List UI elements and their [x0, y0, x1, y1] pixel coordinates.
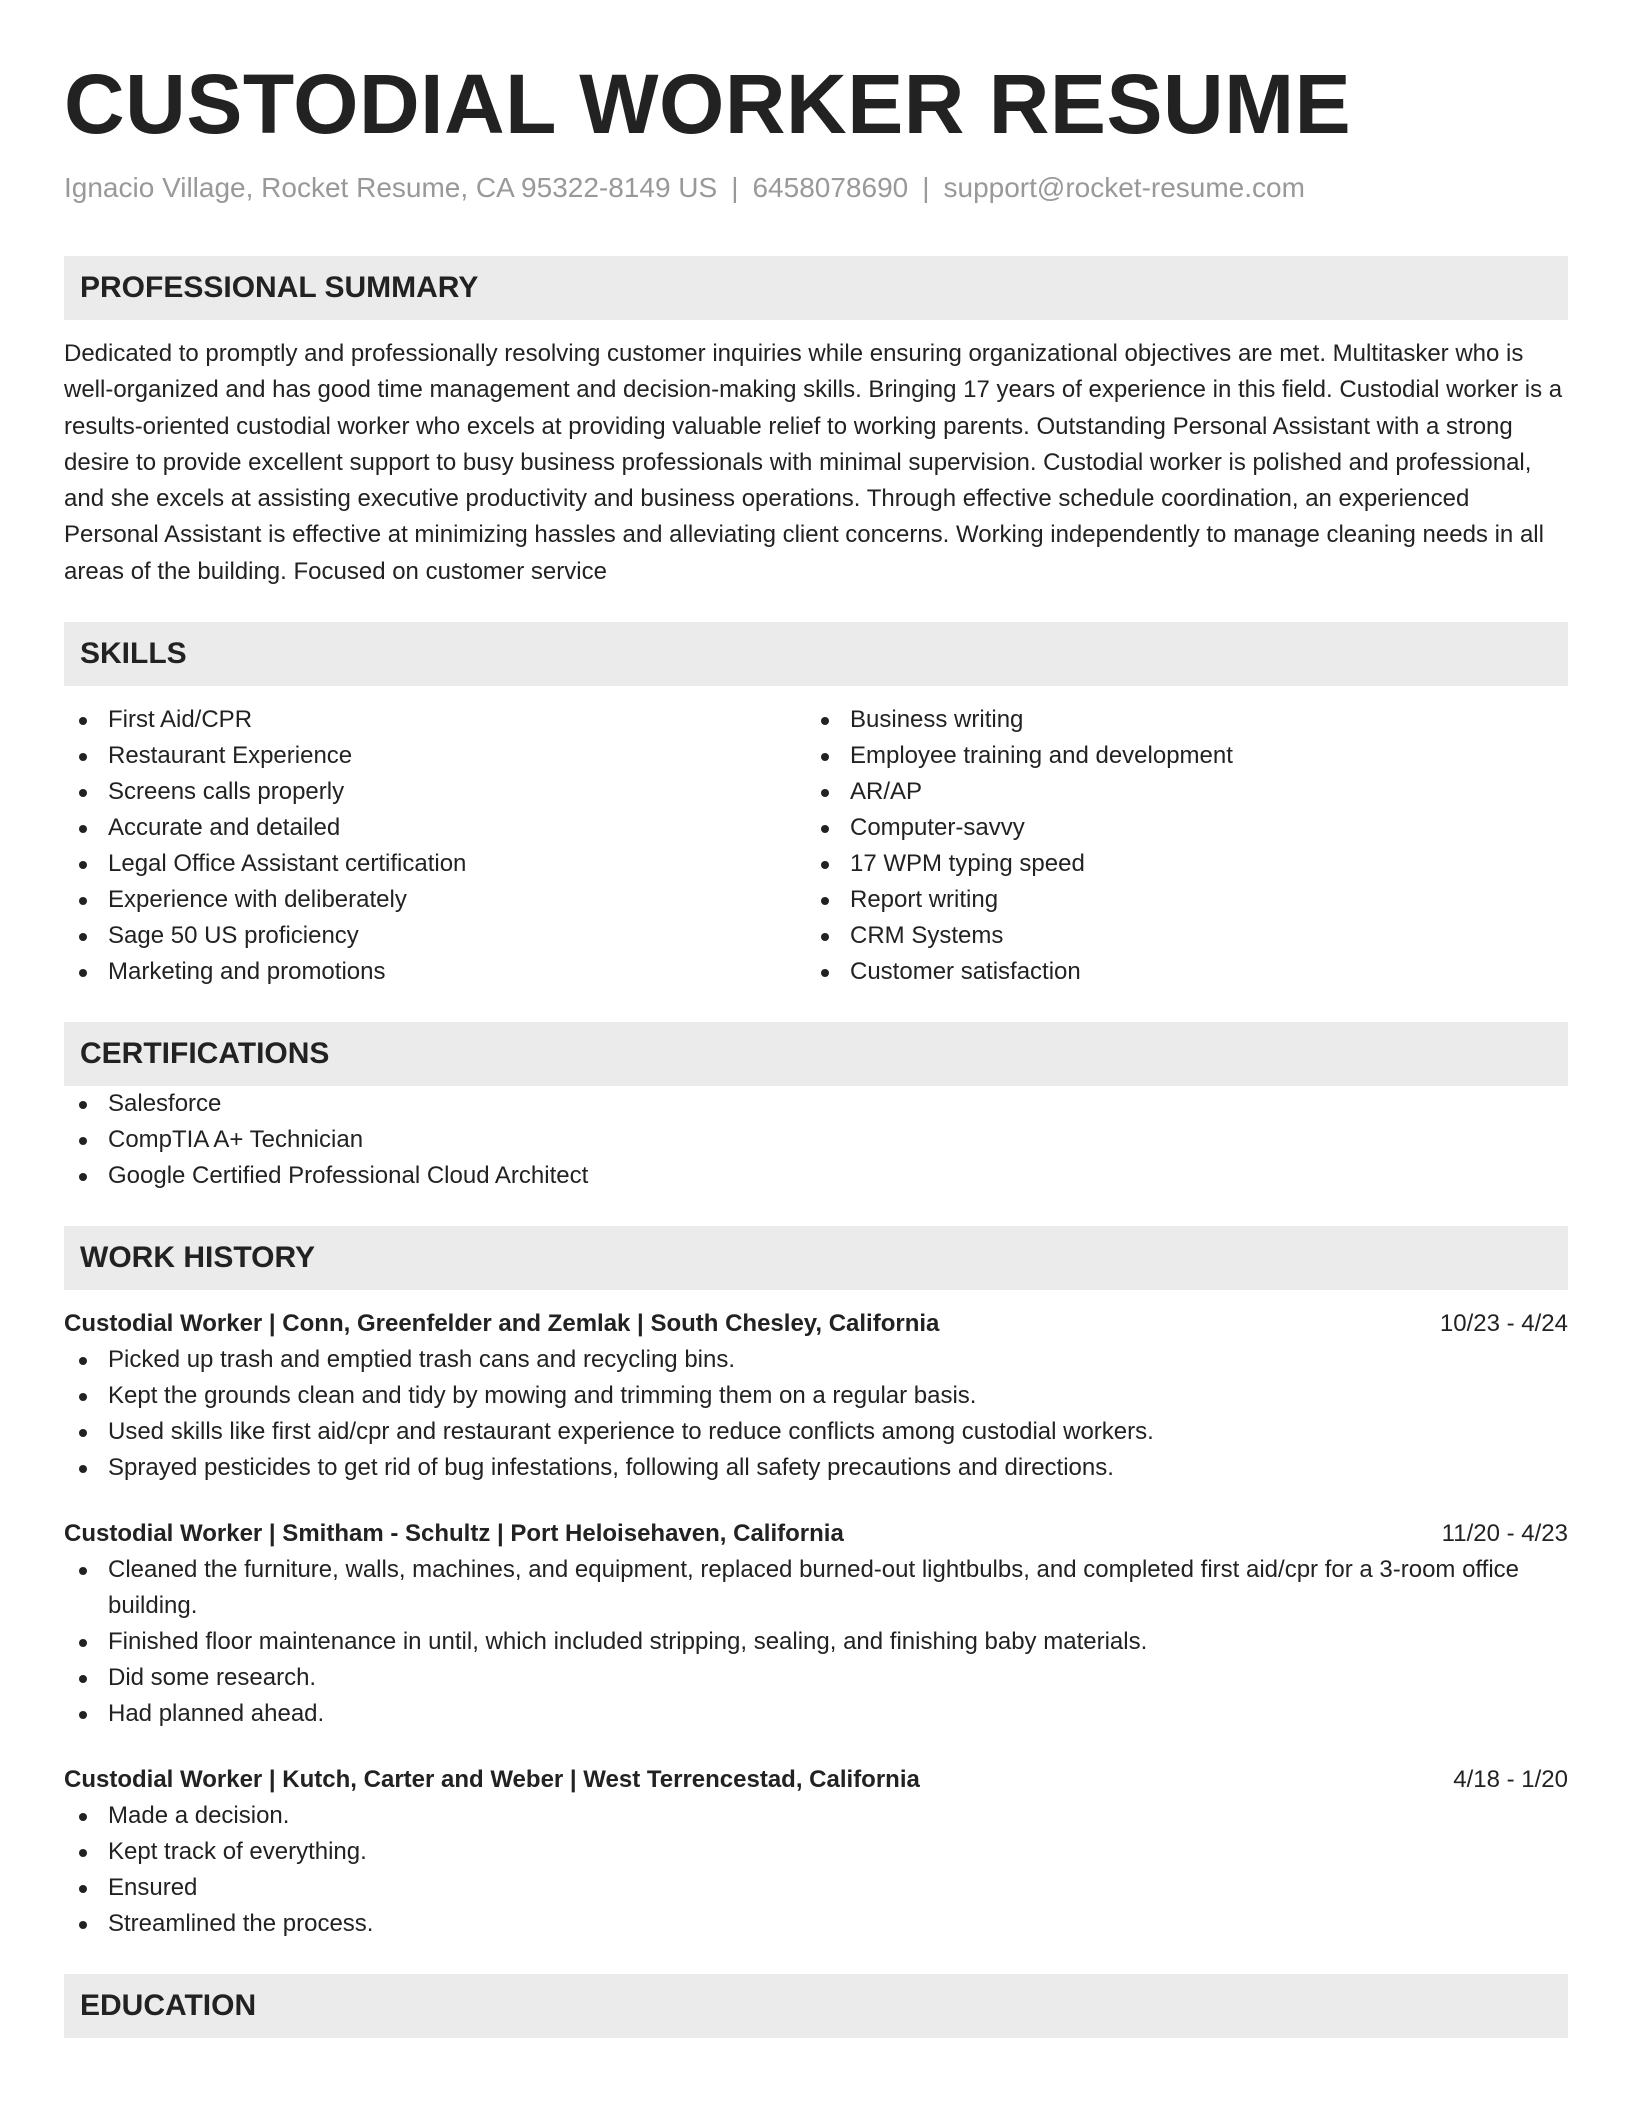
contact-line	[64, 170, 1568, 206]
job-header	[64, 1516, 1568, 1552]
skill-item: Screens calls properly	[64, 774, 806, 810]
resume-title: CUSTODIAL WORKER RESUME	[64, 57, 1352, 151]
contact-phone: 6458078690	[752, 172, 909, 203]
skill-item: Accurate and detailed	[64, 810, 806, 846]
contact-email: support@rocket-resume.com	[943, 172, 1305, 203]
skills-list-right	[806, 702, 1548, 990]
job-bullet: Made a decision.	[64, 1798, 1568, 1834]
skill-item: CRM Systems	[806, 918, 1548, 954]
contact-address: Ignacio Village, Rocket Resume, CA 95322-8149 US	[64, 172, 718, 203]
job-bullet: Finished floor maintenance in until, which included stripping, sealing, and finishing baby materials.	[64, 1624, 1568, 1660]
skill-item: Business writing	[806, 702, 1548, 738]
job-bullet: Did some research.	[64, 1660, 1568, 1696]
job-title: Custodial Worker | Smitham - Schultz | Port Heloisehaven, California	[64, 1520, 844, 1548]
skill-item: Restaurant Experience	[64, 738, 806, 774]
job-entry	[64, 1762, 1568, 1942]
job-title: Custodial Worker | Conn, Greenfelder and Zemlak | South Chesley, California	[64, 1310, 940, 1338]
skill-item: First Aid/CPR	[64, 702, 806, 738]
contact-separator: |	[731, 172, 739, 203]
job-entry	[64, 1516, 1568, 1732]
job-bullet: Cleaned the furniture, walls, machines, and equipment, replaced burned-out lightbulbs, and completed first aid/cpr for a 3-room office building.	[64, 1552, 1568, 1624]
skill-item: Experience with deliberately	[64, 882, 806, 918]
skill-item: Employee training and development	[806, 738, 1548, 774]
job-bullet: Kept the grounds clean and tidy by mowing and trimming them on a regular basis.	[64, 1378, 1568, 1414]
skill-item: Computer-savvy	[806, 810, 1548, 846]
job-dates: 4/18 - 1/20	[1453, 1766, 1568, 1794]
skills-list-left	[64, 702, 806, 990]
job-dates: 11/20 - 4/23	[1441, 1520, 1568, 1548]
skill-item: 17 WPM typing speed	[806, 846, 1548, 882]
section-heading-work-history: WORK HISTORY	[64, 1226, 1568, 1290]
job-header	[64, 1762, 1568, 1798]
job-title: Custodial Worker | Kutch, Carter and Weber | West Terrencestad, California	[64, 1766, 920, 1794]
job-bullet: Sprayed pesticides to get rid of bug infestations, following all safety precautions and directions.	[64, 1450, 1568, 1486]
job-dates: 10/23 - 4/24	[1439, 1310, 1568, 1338]
skills-columns	[64, 702, 1568, 990]
job-bullet-list	[64, 1798, 1568, 1942]
section-heading-skills: SKILLS	[64, 622, 1568, 686]
certification-item: Google Certified Professional Cloud Architect	[64, 1158, 1568, 1194]
job-header	[64, 1306, 1568, 1342]
job-bullet-list	[64, 1342, 1568, 1486]
job-bullet: Used skills like first aid/cpr and restaurant experience to reduce conflicts among custodial workers.	[64, 1414, 1568, 1450]
job-bullet: Had planned ahead.	[64, 1696, 1568, 1732]
job-entry	[64, 1306, 1568, 1486]
job-bullet: Ensured	[64, 1870, 1568, 1906]
certification-item: Salesforce	[64, 1086, 1568, 1122]
skill-item: Legal Office Assistant certification	[64, 846, 806, 882]
skill-item: AR/AP	[806, 774, 1548, 810]
section-heading-education: EDUCATION	[64, 1974, 1568, 2038]
summary-text: Dedicated to promptly and professionally resolving customer inquiries while ensuring organizational objectives are met. Multitasker who is well-organized and has good time management and decision-making skills. Bringing 17 years of experience in this field. Custodial worker is a results-oriented custodial worker who excels at providing valuable relief to working parents. Outstanding Personal Assistant with a strong desire to provide excellent support to busy business professionals with minimal supervision. Custodial worker is polished and professional, and she excels at assisting executive productivity and business operations. Through effective schedule coordination, an experienced Personal Assistant is effective at minimizing hassles and alleviating client concerns. Working independently to manage cleaning needs in all areas of the building. Focused on customer service	[64, 340, 1563, 585]
job-bullet: Kept track of everything.	[64, 1834, 1568, 1870]
job-bullet-list	[64, 1552, 1568, 1732]
certification-item: CompTIA A+ Technician	[64, 1122, 1568, 1158]
skill-item: Report writing	[806, 882, 1548, 918]
resume-page	[64, 0, 1568, 2038]
contact-separator: |	[922, 172, 930, 203]
section-heading-certifications: CERTIFICATIONS	[64, 1022, 1568, 1086]
skill-item: Sage 50 US proficiency	[64, 918, 806, 954]
certifications-list	[64, 1086, 1568, 1194]
section-heading-summary: PROFESSIONAL SUMMARY	[64, 256, 1568, 320]
job-bullet: Streamlined the process.	[64, 1906, 1568, 1942]
skill-item: Marketing and promotions	[64, 954, 806, 990]
job-bullet: Picked up trash and emptied trash cans and recycling bins.	[64, 1342, 1568, 1378]
skill-item: Customer satisfaction	[806, 954, 1548, 990]
